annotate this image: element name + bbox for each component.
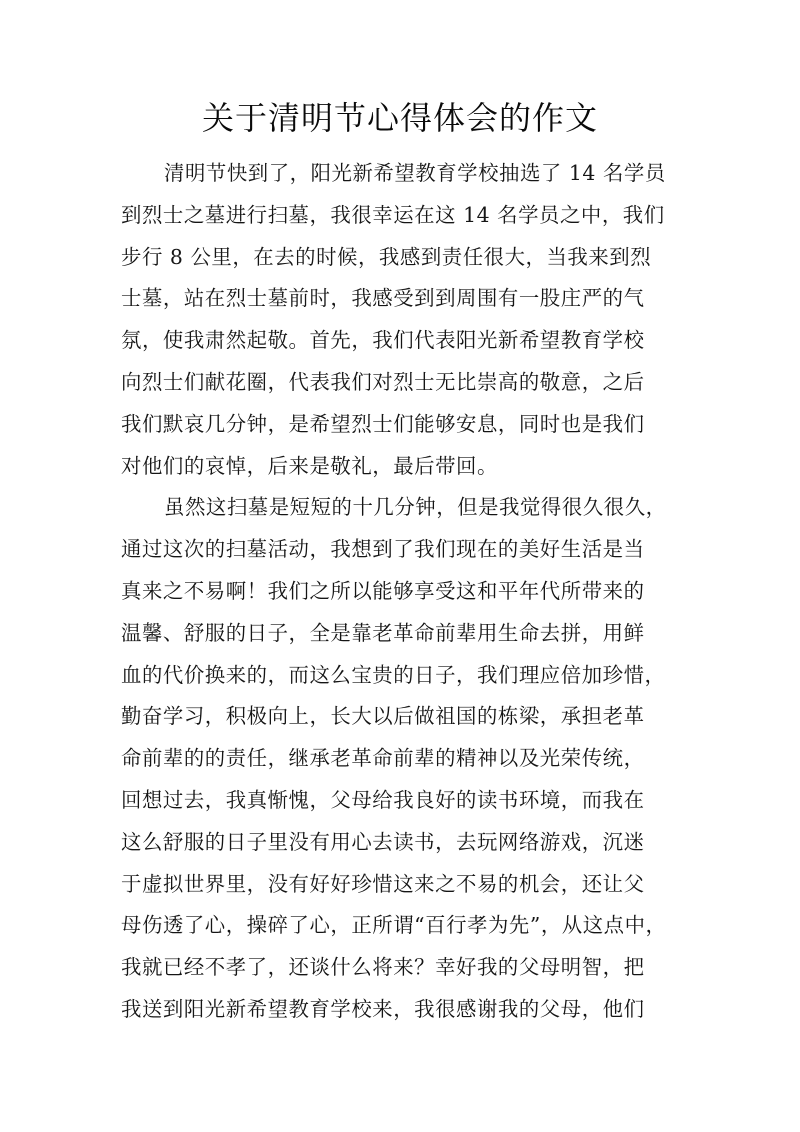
text-line: 对他们的哀悼，后来是敬礼，最后带回。 [121,453,498,478]
text-line: 血的代价换来的，而这么宝贵的日子，我们理应倍加珍惜， [121,662,666,687]
text-line: 这么舒服的日子里没有用心去读书，去玩网络游戏，沉迷 [121,829,645,854]
text-line: 命前辈的的责任，继承老革命前辈的精神以及光荣传统， [121,746,645,771]
text-line: 步行 8 公里，在去的时候，我感到责任很大，当我来到烈 [121,244,652,269]
text-line: 到烈士之墓进行扫墓，我很幸运在这 14 名学员之中，我们 [121,202,665,227]
text-line: 通过这次的扫墓活动，我想到了我们现在的美好生活是当 [121,537,645,562]
text-line: 清明节快到了，阳光新希望教育学校抽选了 14 名学员 [164,161,666,185]
text-line: 于虚拟世界里，没有好好珍惜这来之不易的机会，还让父 [121,871,645,896]
text-line: 我们默哀几分钟，是希望烈士们能够安息，同时也是我们 [121,411,645,436]
document-title: 关于清明节心得体会的作文 [201,99,598,137]
text-line: 回想过去，我真惭愧，父母给我良好的读书环境，而我在 [121,787,645,812]
text-line: 氛，使我肃然起敬。首先，我们代表阳光新希望教育学校 [121,328,645,353]
text-line: 我送到阳光新希望教育学校来，我很感谢我的父母，他们 [121,996,645,1021]
text-line: 士墓，站在烈士墓前时，我感受到到周围有一股庄严的气 [121,286,645,311]
document-body [121,153,681,1031]
text-line: 勤奋学习，积极向上，长大以后做祖国的栋梁，承担老革 [121,704,645,729]
text-line: 真来之不易啊！我们之所以能够享受这和平年代所带来的 [121,578,645,603]
text-line: 母伤透了心，操碎了心，正所谓“百行孝为先”，从这点中， [121,913,667,938]
text-line: 虽然这扫墓是短短的十几分钟，但是我觉得很久很久， [164,495,667,520]
text-line: 我就已经不孝了，还谈什么将来？幸好我的父母明智，把 [121,955,645,980]
text-line: 向烈士们献花圈，代表我们对烈士无比崇高的敬意，之后 [121,369,645,394]
text-line: 温馨、舒服的日子，全是靠老革命前辈用生命去拼，用鲜 [121,620,645,645]
